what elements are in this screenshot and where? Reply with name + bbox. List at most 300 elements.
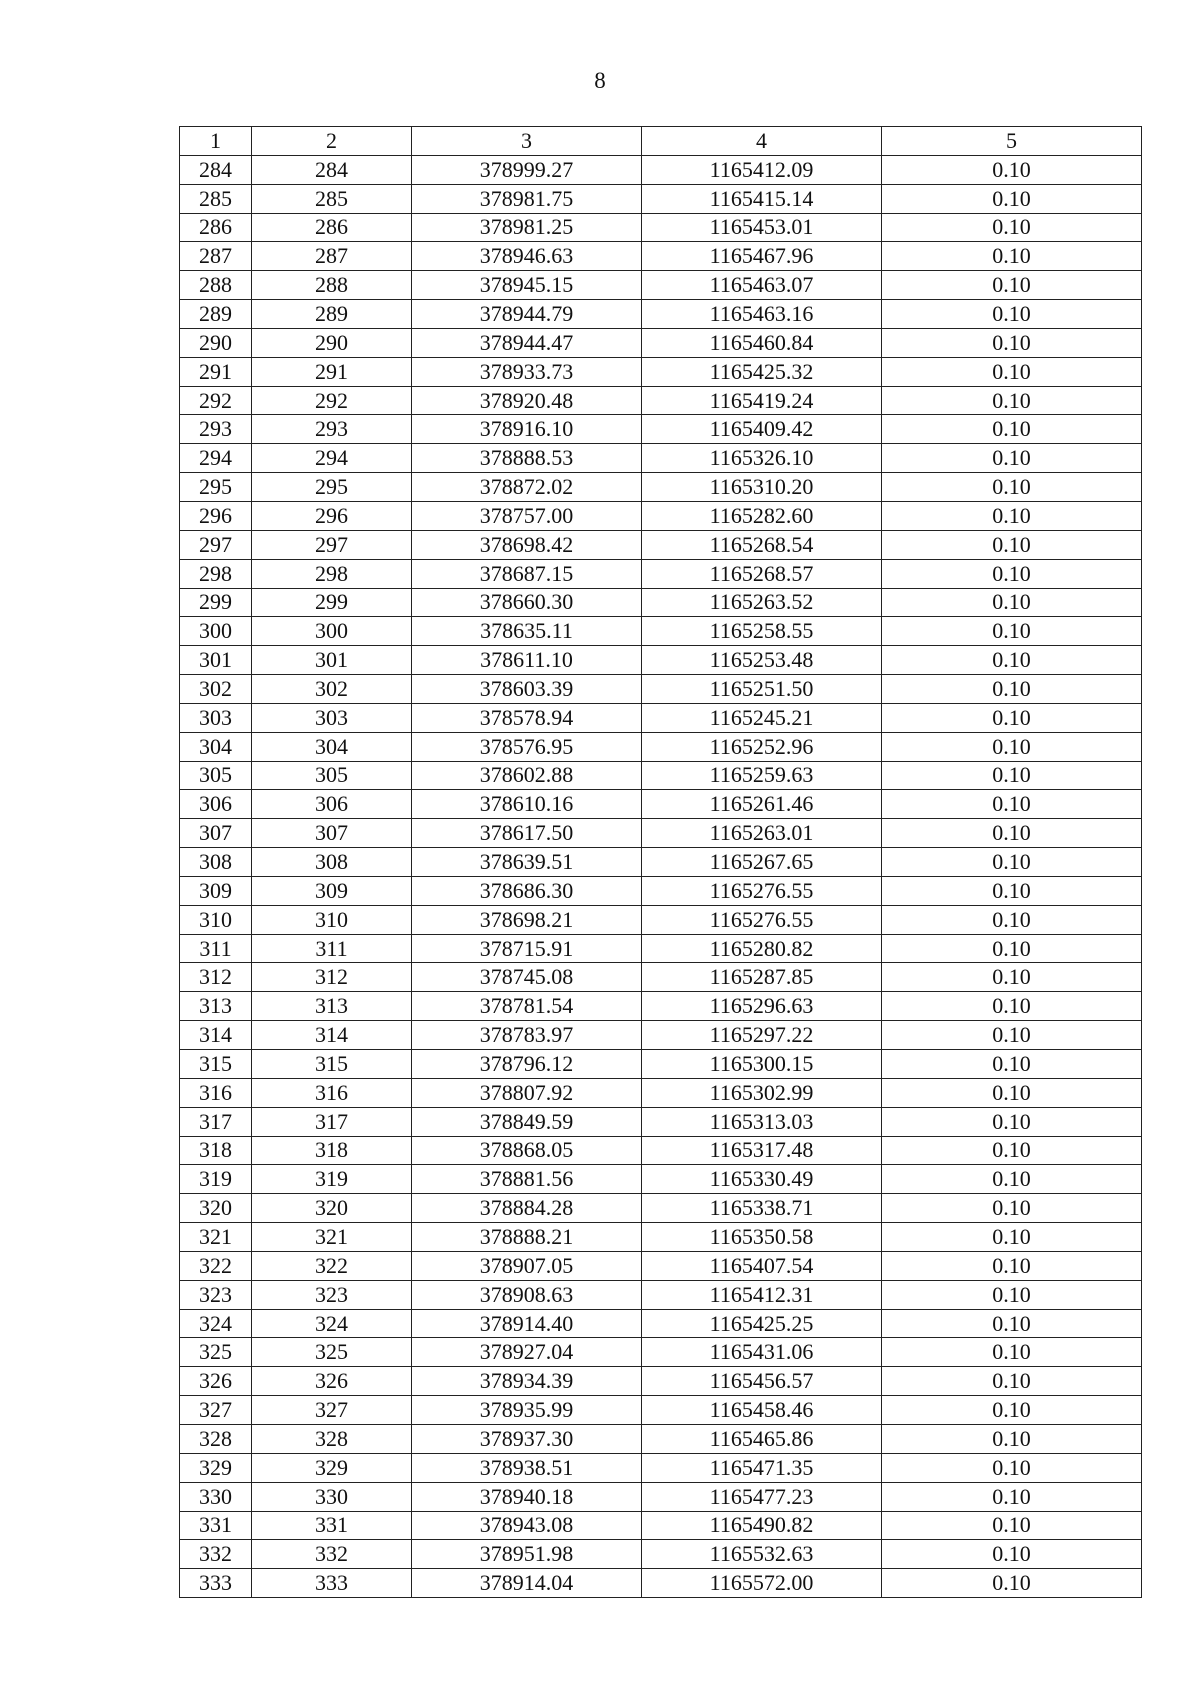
cell-y-coordinate: 1165326.10 (642, 444, 882, 473)
cell-x-coordinate: 378881.56 (412, 1165, 642, 1194)
cell-point-number: 309 (252, 876, 412, 905)
cell-x-coordinate: 378935.99 (412, 1396, 642, 1425)
cell-accuracy: 0.10 (882, 530, 1142, 559)
table-row (180, 646, 1142, 675)
table-row (180, 703, 1142, 732)
cell-point-number: 299 (252, 588, 412, 617)
table-row (180, 1223, 1142, 1252)
cell-accuracy: 0.10 (882, 1569, 1142, 1598)
table-row (180, 444, 1142, 473)
cell-row-number: 333 (180, 1569, 252, 1598)
cell-point-number: 301 (252, 646, 412, 675)
cell-row-number: 327 (180, 1396, 252, 1425)
cell-x-coordinate: 378943.08 (412, 1511, 642, 1540)
cell-x-coordinate: 378610.16 (412, 790, 642, 819)
cell-x-coordinate: 378698.42 (412, 530, 642, 559)
cell-row-number: 285 (180, 184, 252, 213)
cell-y-coordinate: 1165338.71 (642, 1194, 882, 1223)
cell-x-coordinate: 378781.54 (412, 992, 642, 1021)
table-row (180, 1280, 1142, 1309)
cell-y-coordinate: 1165463.07 (642, 271, 882, 300)
cell-point-number: 321 (252, 1223, 412, 1252)
cell-accuracy: 0.10 (882, 1251, 1142, 1280)
cell-row-number: 324 (180, 1309, 252, 1338)
cell-accuracy: 0.10 (882, 415, 1142, 444)
cell-accuracy: 0.10 (882, 1050, 1142, 1079)
cell-y-coordinate: 1165258.55 (642, 617, 882, 646)
cell-y-coordinate: 1165412.31 (642, 1280, 882, 1309)
table-row (180, 271, 1142, 300)
cell-point-number: 303 (252, 703, 412, 732)
cell-y-coordinate: 1165490.82 (642, 1511, 882, 1540)
cell-point-number: 329 (252, 1453, 412, 1482)
table-row (180, 357, 1142, 386)
cell-y-coordinate: 1165259.63 (642, 761, 882, 790)
cell-point-number: 314 (252, 1021, 412, 1050)
cell-point-number: 288 (252, 271, 412, 300)
table-row (180, 1511, 1142, 1540)
cell-accuracy: 0.10 (882, 1136, 1142, 1165)
table-row (180, 473, 1142, 502)
cell-x-coordinate: 378916.10 (412, 415, 642, 444)
cell-point-number: 330 (252, 1482, 412, 1511)
cell-row-number: 290 (180, 328, 252, 357)
cell-y-coordinate: 1165302.99 (642, 1078, 882, 1107)
cell-x-coordinate: 378660.30 (412, 588, 642, 617)
cell-y-coordinate: 1165415.14 (642, 184, 882, 213)
cell-accuracy: 0.10 (882, 300, 1142, 329)
cell-row-number: 316 (180, 1078, 252, 1107)
cell-x-coordinate: 378849.59 (412, 1107, 642, 1136)
cell-y-coordinate: 1165252.96 (642, 732, 882, 761)
cell-x-coordinate: 378715.91 (412, 934, 642, 963)
cell-point-number: 307 (252, 819, 412, 848)
table-row (180, 819, 1142, 848)
cell-point-number: 294 (252, 444, 412, 473)
cell-row-number: 309 (180, 876, 252, 905)
column-header-5: 5 (882, 127, 1142, 156)
cell-point-number: 286 (252, 213, 412, 242)
table-row (180, 876, 1142, 905)
cell-x-coordinate: 378686.30 (412, 876, 642, 905)
cell-row-number: 294 (180, 444, 252, 473)
cell-x-coordinate: 378938.51 (412, 1453, 642, 1482)
cell-x-coordinate: 378934.39 (412, 1367, 642, 1396)
cell-point-number: 297 (252, 530, 412, 559)
cell-y-coordinate: 1165317.48 (642, 1136, 882, 1165)
cell-point-number: 295 (252, 473, 412, 502)
cell-accuracy: 0.10 (882, 1107, 1142, 1136)
cell-accuracy: 0.10 (882, 155, 1142, 184)
cell-x-coordinate: 378884.28 (412, 1194, 642, 1223)
cell-accuracy: 0.10 (882, 1424, 1142, 1453)
cell-row-number: 317 (180, 1107, 252, 1136)
cell-row-number: 298 (180, 559, 252, 588)
cell-y-coordinate: 1165532.63 (642, 1540, 882, 1569)
cell-point-number: 302 (252, 675, 412, 704)
cell-x-coordinate: 378578.94 (412, 703, 642, 732)
cell-x-coordinate: 378796.12 (412, 1050, 642, 1079)
cell-point-number: 289 (252, 300, 412, 329)
cell-accuracy: 0.10 (882, 1482, 1142, 1511)
cell-y-coordinate: 1165282.60 (642, 501, 882, 530)
cell-row-number: 311 (180, 934, 252, 963)
cell-row-number: 305 (180, 761, 252, 790)
cell-x-coordinate: 378920.48 (412, 386, 642, 415)
table-row (180, 934, 1142, 963)
cell-x-coordinate: 378698.21 (412, 905, 642, 934)
cell-row-number: 293 (180, 415, 252, 444)
cell-accuracy: 0.10 (882, 732, 1142, 761)
cell-row-number: 303 (180, 703, 252, 732)
cell-point-number: 326 (252, 1367, 412, 1396)
cell-row-number: 286 (180, 213, 252, 242)
cell-row-number: 308 (180, 848, 252, 877)
cell-point-number: 300 (252, 617, 412, 646)
cell-y-coordinate: 1165280.82 (642, 934, 882, 963)
cell-row-number: 321 (180, 1223, 252, 1252)
cell-point-number: 284 (252, 155, 412, 184)
cell-x-coordinate: 378603.39 (412, 675, 642, 704)
cell-y-coordinate: 1165412.09 (642, 155, 882, 184)
cell-point-number: 319 (252, 1165, 412, 1194)
cell-y-coordinate: 1165276.55 (642, 905, 882, 934)
cell-row-number: 295 (180, 473, 252, 502)
cell-x-coordinate: 378914.40 (412, 1309, 642, 1338)
cell-y-coordinate: 1165287.85 (642, 963, 882, 992)
cell-point-number: 287 (252, 242, 412, 271)
table-row (180, 1136, 1142, 1165)
cell-accuracy: 0.10 (882, 934, 1142, 963)
cell-point-number: 323 (252, 1280, 412, 1309)
table-row (180, 790, 1142, 819)
cell-y-coordinate: 1165261.46 (642, 790, 882, 819)
cell-point-number: 327 (252, 1396, 412, 1425)
cell-x-coordinate: 378868.05 (412, 1136, 642, 1165)
cell-point-number: 293 (252, 415, 412, 444)
table-row (180, 1367, 1142, 1396)
cell-point-number: 331 (252, 1511, 412, 1540)
table-row (180, 588, 1142, 617)
cell-x-coordinate: 378635.11 (412, 617, 642, 646)
cell-y-coordinate: 1165263.01 (642, 819, 882, 848)
cell-accuracy: 0.10 (882, 992, 1142, 1021)
cell-x-coordinate: 378687.15 (412, 559, 642, 588)
cell-x-coordinate: 378611.10 (412, 646, 642, 675)
cell-point-number: 322 (252, 1251, 412, 1280)
cell-point-number: 320 (252, 1194, 412, 1223)
cell-y-coordinate: 1165251.50 (642, 675, 882, 704)
cell-x-coordinate: 378951.98 (412, 1540, 642, 1569)
cell-x-coordinate: 378602.88 (412, 761, 642, 790)
cell-accuracy: 0.10 (882, 357, 1142, 386)
table-row (180, 1569, 1142, 1598)
table-row (180, 386, 1142, 415)
cell-row-number: 310 (180, 905, 252, 934)
cell-accuracy: 0.10 (882, 675, 1142, 704)
cell-y-coordinate: 1165460.84 (642, 328, 882, 357)
table-row (180, 1078, 1142, 1107)
cell-y-coordinate: 1165419.24 (642, 386, 882, 415)
cell-y-coordinate: 1165425.32 (642, 357, 882, 386)
table-row (180, 848, 1142, 877)
cell-y-coordinate: 1165467.96 (642, 242, 882, 271)
cell-x-coordinate: 378999.27 (412, 155, 642, 184)
cell-y-coordinate: 1165313.03 (642, 1107, 882, 1136)
table-row (180, 1251, 1142, 1280)
cell-accuracy: 0.10 (882, 876, 1142, 905)
cell-row-number: 318 (180, 1136, 252, 1165)
cell-y-coordinate: 1165465.86 (642, 1424, 882, 1453)
cell-row-number: 328 (180, 1424, 252, 1453)
cell-accuracy: 0.10 (882, 1540, 1142, 1569)
cell-accuracy: 0.10 (882, 1309, 1142, 1338)
cell-x-coordinate: 378945.15 (412, 271, 642, 300)
cell-point-number: 285 (252, 184, 412, 213)
cell-point-number: 291 (252, 357, 412, 386)
cell-point-number: 332 (252, 1540, 412, 1569)
table-row (180, 761, 1142, 790)
table-row (180, 415, 1142, 444)
cell-x-coordinate: 378908.63 (412, 1280, 642, 1309)
cell-x-coordinate: 378927.04 (412, 1338, 642, 1367)
cell-row-number: 289 (180, 300, 252, 329)
cell-point-number: 312 (252, 963, 412, 992)
cell-point-number: 308 (252, 848, 412, 877)
cell-row-number: 319 (180, 1165, 252, 1194)
cell-y-coordinate: 1165425.25 (642, 1309, 882, 1338)
cell-accuracy: 0.10 (882, 588, 1142, 617)
cell-accuracy: 0.10 (882, 1367, 1142, 1396)
cell-y-coordinate: 1165296.63 (642, 992, 882, 1021)
cell-row-number: 287 (180, 242, 252, 271)
table-row (180, 155, 1142, 184)
cell-x-coordinate: 378888.21 (412, 1223, 642, 1252)
cell-accuracy: 0.10 (882, 1453, 1142, 1482)
cell-accuracy: 0.10 (882, 819, 1142, 848)
cell-accuracy: 0.10 (882, 1396, 1142, 1425)
cell-accuracy: 0.10 (882, 501, 1142, 530)
cell-row-number: 300 (180, 617, 252, 646)
table-row (180, 1424, 1142, 1453)
table-row (180, 992, 1142, 1021)
cell-x-coordinate: 378937.30 (412, 1424, 642, 1453)
cell-row-number: 291 (180, 357, 252, 386)
cell-row-number: 312 (180, 963, 252, 992)
cell-y-coordinate: 1165267.65 (642, 848, 882, 877)
column-header-2: 2 (252, 127, 412, 156)
cell-accuracy: 0.10 (882, 848, 1142, 877)
cell-accuracy: 0.10 (882, 1511, 1142, 1540)
cell-x-coordinate: 378907.05 (412, 1251, 642, 1280)
cell-row-number: 307 (180, 819, 252, 848)
cell-accuracy: 0.10 (882, 1165, 1142, 1194)
cell-x-coordinate: 378940.18 (412, 1482, 642, 1511)
cell-y-coordinate: 1165268.57 (642, 559, 882, 588)
cell-y-coordinate: 1165572.00 (642, 1569, 882, 1598)
cell-row-number: 306 (180, 790, 252, 819)
cell-row-number: 322 (180, 1251, 252, 1280)
coordinates-table (179, 126, 1142, 1598)
cell-accuracy: 0.10 (882, 386, 1142, 415)
table-row (180, 1107, 1142, 1136)
cell-point-number: 306 (252, 790, 412, 819)
cell-accuracy: 0.10 (882, 184, 1142, 213)
table-row (180, 328, 1142, 357)
table-row (180, 617, 1142, 646)
table-row (180, 184, 1142, 213)
cell-accuracy: 0.10 (882, 1078, 1142, 1107)
cell-row-number: 284 (180, 155, 252, 184)
cell-accuracy: 0.10 (882, 242, 1142, 271)
table-row (180, 1194, 1142, 1223)
table-row (180, 1482, 1142, 1511)
cell-accuracy: 0.10 (882, 1280, 1142, 1309)
cell-x-coordinate: 378757.00 (412, 501, 642, 530)
cell-accuracy: 0.10 (882, 271, 1142, 300)
cell-point-number: 311 (252, 934, 412, 963)
cell-row-number: 323 (180, 1280, 252, 1309)
table-header-row (180, 127, 1142, 156)
cell-point-number: 292 (252, 386, 412, 415)
column-header-1: 1 (180, 127, 252, 156)
table-row (180, 213, 1142, 242)
cell-x-coordinate: 378914.04 (412, 1569, 642, 1598)
cell-row-number: 332 (180, 1540, 252, 1569)
cell-row-number: 296 (180, 501, 252, 530)
table-row (180, 1396, 1142, 1425)
cell-accuracy: 0.10 (882, 617, 1142, 646)
cell-x-coordinate: 378576.95 (412, 732, 642, 761)
table-row (180, 675, 1142, 704)
cell-point-number: 318 (252, 1136, 412, 1165)
cell-row-number: 330 (180, 1482, 252, 1511)
cell-point-number: 305 (252, 761, 412, 790)
cell-y-coordinate: 1165310.20 (642, 473, 882, 502)
cell-point-number: 316 (252, 1078, 412, 1107)
cell-y-coordinate: 1165431.06 (642, 1338, 882, 1367)
column-header-3: 3 (412, 127, 642, 156)
table-row (180, 1021, 1142, 1050)
cell-point-number: 328 (252, 1424, 412, 1453)
cell-x-coordinate: 378807.92 (412, 1078, 642, 1107)
table-row (180, 1453, 1142, 1482)
cell-y-coordinate: 1165268.54 (642, 530, 882, 559)
cell-accuracy: 0.10 (882, 905, 1142, 934)
cell-row-number: 331 (180, 1511, 252, 1540)
cell-point-number: 317 (252, 1107, 412, 1136)
cell-point-number: 296 (252, 501, 412, 530)
table-row (180, 963, 1142, 992)
cell-row-number: 288 (180, 271, 252, 300)
table-row (180, 300, 1142, 329)
cell-point-number: 290 (252, 328, 412, 357)
cell-row-number: 314 (180, 1021, 252, 1050)
cell-y-coordinate: 1165458.46 (642, 1396, 882, 1425)
cell-accuracy: 0.10 (882, 473, 1142, 502)
cell-accuracy: 0.10 (882, 328, 1142, 357)
cell-row-number: 301 (180, 646, 252, 675)
cell-point-number: 304 (252, 732, 412, 761)
cell-x-coordinate: 378944.79 (412, 300, 642, 329)
cell-accuracy: 0.10 (882, 963, 1142, 992)
cell-y-coordinate: 1165477.23 (642, 1482, 882, 1511)
cell-accuracy: 0.10 (882, 646, 1142, 675)
table-body (180, 155, 1142, 1597)
cell-row-number: 313 (180, 992, 252, 1021)
cell-point-number: 325 (252, 1338, 412, 1367)
cell-row-number: 299 (180, 588, 252, 617)
cell-x-coordinate: 378872.02 (412, 473, 642, 502)
cell-x-coordinate: 378783.97 (412, 1021, 642, 1050)
cell-y-coordinate: 1165300.15 (642, 1050, 882, 1079)
table-row (180, 1309, 1142, 1338)
cell-y-coordinate: 1165471.35 (642, 1453, 882, 1482)
table-row (180, 1338, 1142, 1367)
table-row (180, 1540, 1142, 1569)
cell-accuracy: 0.10 (882, 213, 1142, 242)
table-row (180, 1165, 1142, 1194)
cell-x-coordinate: 378617.50 (412, 819, 642, 848)
table-row (180, 905, 1142, 934)
cell-x-coordinate: 378888.53 (412, 444, 642, 473)
cell-accuracy: 0.10 (882, 1223, 1142, 1252)
cell-row-number: 326 (180, 1367, 252, 1396)
table-row (180, 242, 1142, 271)
table-row (180, 1050, 1142, 1079)
cell-y-coordinate: 1165263.52 (642, 588, 882, 617)
cell-point-number: 298 (252, 559, 412, 588)
cell-accuracy: 0.10 (882, 703, 1142, 732)
cell-y-coordinate: 1165456.57 (642, 1367, 882, 1396)
cell-row-number: 325 (180, 1338, 252, 1367)
cell-accuracy: 0.10 (882, 1021, 1142, 1050)
column-header-4: 4 (642, 127, 882, 156)
cell-y-coordinate: 1165253.48 (642, 646, 882, 675)
cell-accuracy: 0.10 (882, 1194, 1142, 1223)
cell-x-coordinate: 378981.25 (412, 213, 642, 242)
cell-y-coordinate: 1165330.49 (642, 1165, 882, 1194)
cell-y-coordinate: 1165463.16 (642, 300, 882, 329)
cell-accuracy: 0.10 (882, 559, 1142, 588)
cell-x-coordinate: 378933.73 (412, 357, 642, 386)
cell-row-number: 320 (180, 1194, 252, 1223)
cell-row-number: 315 (180, 1050, 252, 1079)
cell-y-coordinate: 1165245.21 (642, 703, 882, 732)
cell-x-coordinate: 378745.08 (412, 963, 642, 992)
table-row (180, 501, 1142, 530)
cell-y-coordinate: 1165453.01 (642, 213, 882, 242)
table-row (180, 732, 1142, 761)
cell-point-number: 333 (252, 1569, 412, 1598)
cell-row-number: 302 (180, 675, 252, 704)
page-number: 8 (594, 68, 606, 93)
cell-row-number: 304 (180, 732, 252, 761)
cell-point-number: 315 (252, 1050, 412, 1079)
cell-row-number: 292 (180, 386, 252, 415)
cell-x-coordinate: 378944.47 (412, 328, 642, 357)
cell-y-coordinate: 1165409.42 (642, 415, 882, 444)
table-row (180, 530, 1142, 559)
cell-row-number: 297 (180, 530, 252, 559)
cell-y-coordinate: 1165297.22 (642, 1021, 882, 1050)
cell-x-coordinate: 378946.63 (412, 242, 642, 271)
cell-accuracy: 0.10 (882, 1338, 1142, 1367)
cell-row-number: 329 (180, 1453, 252, 1482)
cell-accuracy: 0.10 (882, 761, 1142, 790)
table-row (180, 559, 1142, 588)
cell-point-number: 310 (252, 905, 412, 934)
